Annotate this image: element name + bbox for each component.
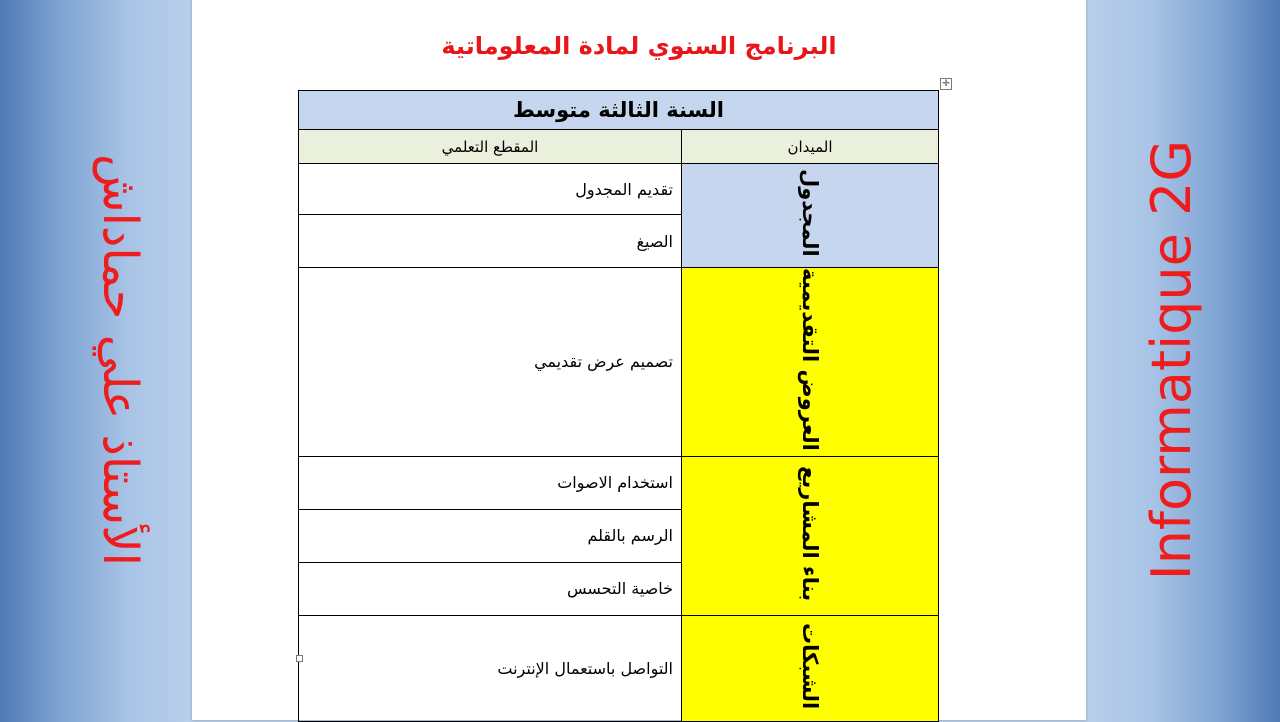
domain-cell-spreadsheet <box>682 164 939 268</box>
sequence-cell: التواصل باستعمال الإنترنت <box>299 615 682 721</box>
sequence-cell: استخدام الاصوات <box>299 456 682 509</box>
domain-label: بناء المشاريع <box>798 465 822 601</box>
move-cross-icon[interactable]: ✛ <box>940 78 952 90</box>
brand-watermark: Informatique 2G <box>1140 139 1203 581</box>
sequence-cell: الصيغ <box>299 215 682 268</box>
author-watermark: الأستاذ علي حماداش <box>92 154 148 566</box>
domain-column-header: الميدان <box>682 130 939 164</box>
domain-label: العروض التقديمية <box>798 268 822 451</box>
sequence-cell: خاصية التحسس <box>299 562 682 615</box>
domain-cell-projects <box>682 456 939 615</box>
annual-program-table <box>298 90 939 722</box>
segment-column-header: المقطع التعلمي <box>299 130 682 164</box>
sequence-cell: الرسم بالقلم <box>299 509 682 562</box>
document-page <box>192 0 1086 720</box>
domain-cell-presentations <box>682 268 939 457</box>
domain-label: الشبكات <box>798 622 822 709</box>
year-header: السنة الثالثة متوسط <box>299 91 939 130</box>
domain-cell-networks <box>682 615 939 721</box>
document-title: البرنامج السنوي لمادة المعلوماتية <box>441 32 837 60</box>
table-resize-handle[interactable] <box>296 655 303 662</box>
sequence-cell: تصميم عرض تقديمي <box>299 268 682 457</box>
domain-label: المجدول <box>798 169 822 257</box>
sequence-cell: تقديم المجدول <box>299 164 682 215</box>
